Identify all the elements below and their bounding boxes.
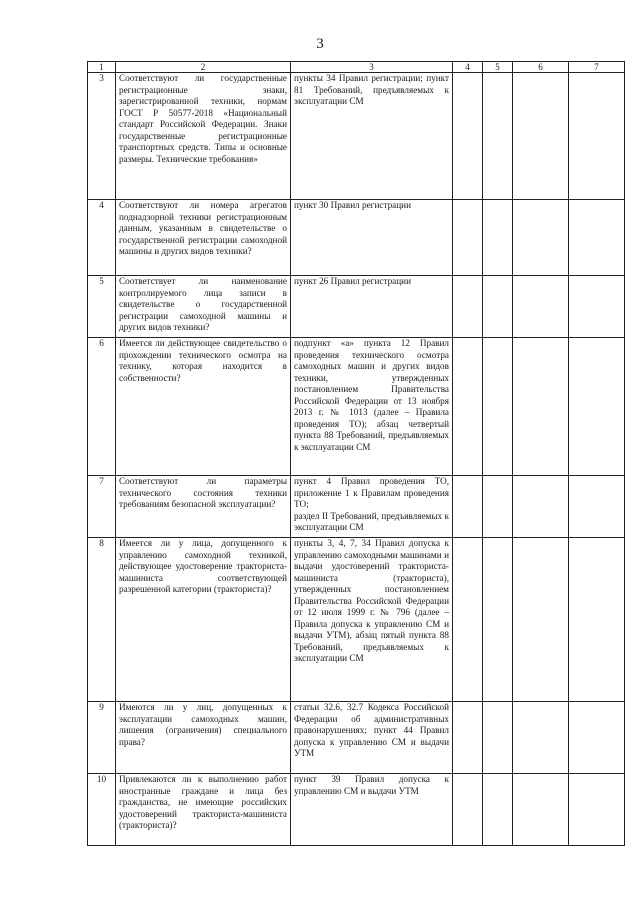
row-reference [291, 338, 453, 476]
answer-cell [483, 774, 513, 846]
reference-text: пункт 4 Правил проведения ТО, приложение 1 к Правилам проведения ТО; раздел II Требований, предъявляемых к эксплуатации СМ [294, 476, 449, 532]
row-number: 10 [88, 774, 116, 846]
row-reference [291, 774, 453, 846]
question-text: Имеется ли действующее свидетельство о прохождении технического осмотра на технику, которая находится в собственности? [119, 338, 287, 383]
answer-cell [483, 200, 513, 276]
reference-text: пункты 3, 4, 7, 34 Правил допуска к управлению самоходными машинами и выдачи удостоверений тракториста-машиниста (тракториста), утвержденных постановлением Правительства Российской Федерации от 12 июля 1999 г. № 796 (далее – Правила допуска к управлению СМ и выдачи УТМ), абзац пятый пункта 88 Требований, предъявляемых к эксплуатации СМ [294, 538, 449, 663]
answer-cell [569, 338, 625, 476]
row-question [116, 774, 291, 846]
answer-cell [453, 774, 483, 846]
header-cell: 3 [291, 62, 453, 73]
row-question [116, 476, 291, 538]
reference-text: пункт 26 Правил регистрации [294, 276, 411, 286]
checklist-table [87, 61, 625, 846]
answer-cell [483, 476, 513, 538]
reference-text: статьи 32.6, 32.7 Кодекса Российской Федерации об административных правонарушениях; пункт 44 Правил допуска к управлению СМ и выдачи УТМ [294, 702, 449, 758]
reference-text: пункт 39 Правил допуска к управлению СМ и выдачи УТМ [294, 774, 449, 796]
answer-cell [453, 200, 483, 276]
table-row [88, 538, 625, 702]
row-number: 7 [88, 476, 116, 538]
header-cell: 7 [569, 62, 625, 73]
row-number: 5 [88, 276, 116, 338]
header-cell: 1 [88, 62, 116, 73]
row-question [116, 538, 291, 702]
answer-cell [513, 276, 569, 338]
question-text: Имеется ли у лица, допущенного к управлению самоходной техникой, действующее удостоверение тракториста-машиниста соответствующей разрешенной категории (тракториста)? [119, 538, 287, 594]
answer-cell [513, 338, 569, 476]
question-text: Привлекаются ли к выполнению работ иностранные граждане и лица без гражданства, не имеющие российских удостоверений тракториста-машиниста (тракториста)? [119, 774, 287, 830]
answer-cell [513, 476, 569, 538]
question-text: Соответствуют ли государственные регистрационные знаки, зарегистрированной техники, нормам ГОСТ Р 50577-2018 «Национальный стандарт Российской Федерации. Знаки государственные регистрационные транспортных средств. Типы и основные размеры. Технические требования» [119, 73, 287, 164]
answer-cell [453, 338, 483, 476]
row-question [116, 338, 291, 476]
answer-cell [569, 73, 625, 200]
question-text: Соответствуют ли номера агрегатов поднадзорной техники регистрационным данным, указанным в свидетельстве о государственной регистрации самоходной машины и других видов техники? [119, 200, 287, 256]
table-row [88, 338, 625, 476]
answer-cell [513, 702, 569, 774]
table-row [88, 702, 625, 774]
reference-text: подпункт «а» пункта 12 Правил проведения технического осмотра самоходных машин и других видов техники, утвержденных постановлением Правительства Российской Федерации от 13 ноября 2013 г. № 1013 (далее – Правила проведения ТО); абзац четвертый пункта 88 Требований, предъявляемых к эксплуатации СМ [294, 338, 449, 452]
answer-cell [453, 73, 483, 200]
header-cell: 4 [453, 62, 483, 73]
row-reference [291, 200, 453, 276]
table-row [88, 774, 625, 846]
answer-cell [483, 276, 513, 338]
reference-text: пункты 34 Правил регистрации; пункт 81 Требований, предъявляемых к эксплуатации СМ [294, 73, 449, 106]
row-number: 8 [88, 538, 116, 702]
row-question [116, 276, 291, 338]
header-cell: 2 [116, 62, 291, 73]
answer-cell [453, 538, 483, 702]
answer-cell [513, 538, 569, 702]
answer-cell [513, 73, 569, 200]
row-reference [291, 538, 453, 702]
row-reference [291, 73, 453, 200]
answer-cell [453, 702, 483, 774]
answer-cell [569, 476, 625, 538]
row-question [116, 702, 291, 774]
row-reference [291, 476, 453, 538]
answer-cell [569, 200, 625, 276]
row-reference [291, 276, 453, 338]
answer-cell [453, 476, 483, 538]
answer-cell [483, 73, 513, 200]
answer-cell [513, 774, 569, 846]
answer-cell [483, 338, 513, 476]
header-cell: 5 [483, 62, 513, 73]
answer-cell [569, 538, 625, 702]
header-row [88, 62, 625, 73]
question-text: Соответствуют ли параметры технического состояния техники требованиям безопасной эксплуатации? [119, 476, 287, 509]
question-text: Соответствует ли наименование контролируемого лица записи в свидетельстве о государственной регистрации самоходной машины и других видов техники? [119, 276, 287, 332]
reference-text: пункт 30 Правил регистрации [294, 200, 411, 210]
row-number: 9 [88, 702, 116, 774]
answer-cell [569, 774, 625, 846]
table-row [88, 200, 625, 276]
answer-cell [483, 702, 513, 774]
table-row [88, 476, 625, 538]
row-number: 6 [88, 338, 116, 476]
row-number: 3 [88, 73, 116, 200]
table-row [88, 276, 625, 338]
row-number: 4 [88, 200, 116, 276]
answer-cell [569, 702, 625, 774]
answer-cell [513, 200, 569, 276]
row-question [116, 200, 291, 276]
table-row [88, 73, 625, 200]
question-text: Имеются ли у лиц, допущенных к эксплуатации самоходных машин, лишения (ограничения) специального права? [119, 702, 287, 747]
answer-cell [569, 276, 625, 338]
header-cell: 6 [513, 62, 569, 73]
answer-cell [483, 538, 513, 702]
row-reference [291, 702, 453, 774]
answer-cell [453, 276, 483, 338]
page-number: 3 [316, 36, 324, 52]
row-question [116, 73, 291, 200]
